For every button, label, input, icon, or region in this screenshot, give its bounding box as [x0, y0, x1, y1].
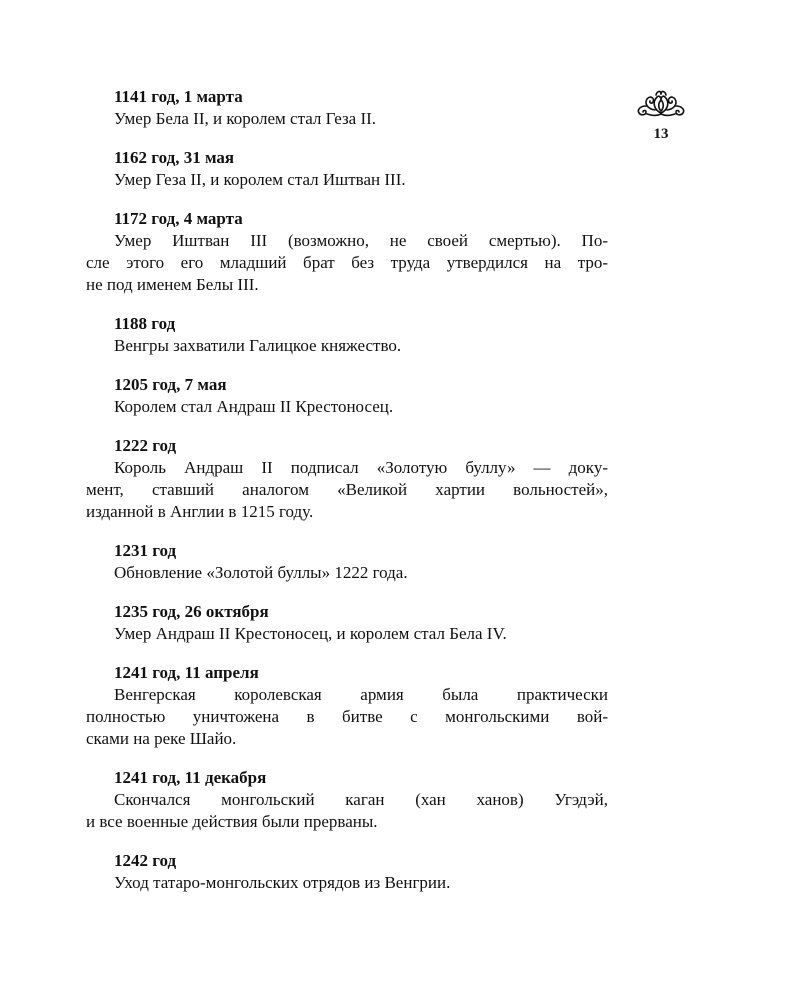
chronology-entry: [114, 147, 608, 191]
entry-text-line: Умер Иштван III (возможно, не своей смертью). По-: [114, 231, 608, 250]
entry-text-line: сле этого его младший брат без труда утвердился на тро-: [86, 253, 608, 272]
entry-text: [114, 169, 608, 191]
entry-text-line: изданной в Англии в 1215 году.: [86, 502, 314, 521]
entry-text-line: Уход татаро-монгольских отрядов из Венгрии.: [114, 873, 451, 892]
entry-date: 1242 год: [114, 851, 177, 870]
entry-date: 1241 год, 11 декабря: [114, 768, 267, 787]
entry-text: [114, 562, 608, 584]
entry-text: [86, 230, 608, 296]
entry-text-line: не под именем Белы III.: [86, 275, 259, 294]
chronology-entry: [86, 435, 608, 523]
floral-ornament-icon: [634, 86, 688, 120]
entry-date: 1141 год, 1 марта: [114, 87, 243, 106]
entry-text-line: Венгерская королевская армия была практически: [114, 685, 608, 704]
entry-text-line: Скончался монгольский каган (хан ханов) Угэдэй,: [114, 790, 608, 809]
entry-text-line: мент, ставший аналогом «Великой хартии вольностей»,: [86, 480, 608, 499]
entry-text: [114, 108, 608, 130]
chronology-entry: [114, 850, 608, 894]
entry-text-line: Венгры захватили Галицкое княжество.: [114, 336, 402, 355]
entry-text-line: полностью уничтожена в битве с монгольскими вой-: [86, 707, 608, 726]
entry-text: [114, 335, 608, 357]
chronology-entry: [86, 662, 608, 750]
entry-text: [114, 872, 608, 894]
entry-date: 1222 год: [114, 436, 177, 455]
chronology-entry: [114, 374, 608, 418]
entry-text-line: Умер Бела II, и королем стал Геза II.: [114, 109, 377, 128]
entry-text: [114, 396, 608, 418]
entry-text: [86, 789, 608, 833]
entry-text: [114, 623, 608, 645]
chronology-entry: [114, 313, 608, 357]
entry-date: 1162 год, 31 мая: [114, 148, 235, 167]
entry-date: 1241 год, 11 апреля: [114, 663, 259, 682]
chronology-entry: [114, 540, 608, 584]
entry-text-line: Умер Андраш II Крестоносец, и королем стал Бела IV.: [114, 624, 507, 643]
entry-text-line: Обновление «Золотой буллы» 1222 года.: [114, 563, 408, 582]
entry-text-line: сками на реке Шайо.: [86, 729, 237, 748]
entry-date: 1172 год, 4 марта: [114, 209, 243, 228]
chronology-entry: [114, 601, 608, 645]
page-number: 13: [653, 126, 669, 142]
entry-text-line: и все военные действия были прерваны.: [86, 812, 378, 831]
chronology-entry: [86, 767, 608, 833]
entry-date: 1188 год: [114, 314, 176, 333]
chronology-list: [86, 86, 608, 911]
chronology-entry: [114, 86, 608, 130]
chronology-entry: [86, 208, 608, 296]
entry-text: [86, 684, 608, 750]
entry-date: 1231 год: [114, 541, 177, 560]
entry-text-line: Королем стал Андраш II Крестоносец.: [114, 397, 394, 416]
entry-text: [86, 457, 608, 523]
entry-date: 1205 год, 7 мая: [114, 375, 227, 394]
entry-text-line: Умер Геза II, и королем стал Иштван III.: [114, 170, 406, 189]
entry-text-line: Король Андраш II подписал «Золотую буллу» — доку-: [114, 458, 608, 477]
entry-date: 1235 год, 26 октября: [114, 602, 269, 621]
